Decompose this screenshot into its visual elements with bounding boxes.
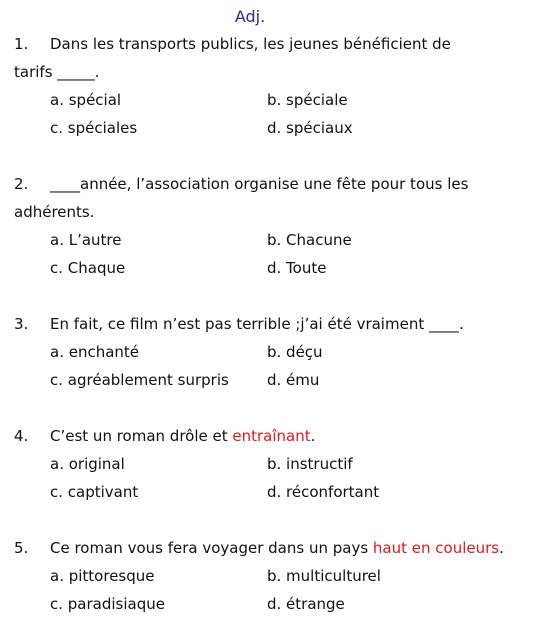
question-text: Dans les transports publics, les jeunes bénéficient de (50, 35, 451, 53)
question-text-end: . (310, 427, 316, 445)
option-d: d. Toute (267, 259, 327, 277)
question-text-end: . (499, 539, 504, 557)
option-c: c. captivant (50, 483, 139, 501)
option-d: d. spéciaux (267, 119, 353, 137)
option-b: b. Chacune (267, 231, 352, 249)
highlighted-term: haut en couleurs (372, 539, 500, 557)
option-d: d. étrange (267, 595, 345, 613)
option-d: d. réconfortant (267, 483, 380, 501)
question-text: Ce roman vous fera voyager dans un pays (50, 539, 373, 557)
section-title: Adj. (234, 7, 266, 26)
option-d: d. ému (267, 371, 320, 389)
option-c: c. Chaque (50, 259, 126, 277)
option-c: c. agréablement surpris (50, 371, 229, 389)
question-text: C’est un roman drôle et (50, 427, 233, 445)
option-c: c. spéciales (50, 119, 138, 137)
question-text-continued: adhérents. (14, 203, 95, 221)
question-text: ____année, l’association organise une fête pour tous les (50, 175, 469, 193)
option-a: a. pittoresque (50, 567, 155, 585)
question-number: 5. (14, 539, 29, 557)
option-b: b. déçu (267, 343, 323, 361)
option-c: c. paradisiaque (50, 595, 165, 613)
question-text: En fait, ce film n’est pas terrible ;j’ai été vraiment ____. (50, 315, 464, 333)
option-b: b. multiculturel (267, 567, 381, 585)
question-text-continued: tarifs _____. (14, 63, 100, 81)
option-a: a. enchanté (50, 343, 140, 361)
question-number: 3. (14, 315, 29, 333)
highlighted-term: entraînant (232, 427, 311, 445)
question-number: 2. (14, 175, 29, 193)
option-a: a. original (50, 455, 125, 473)
option-a: a. spécial (50, 91, 122, 109)
option-a: a. L’autre (50, 231, 122, 249)
question-number: 4. (14, 427, 29, 445)
question-number: 1. (14, 35, 29, 53)
option-b: b. instructif (267, 455, 353, 473)
option-b: b. spéciale (267, 91, 348, 109)
